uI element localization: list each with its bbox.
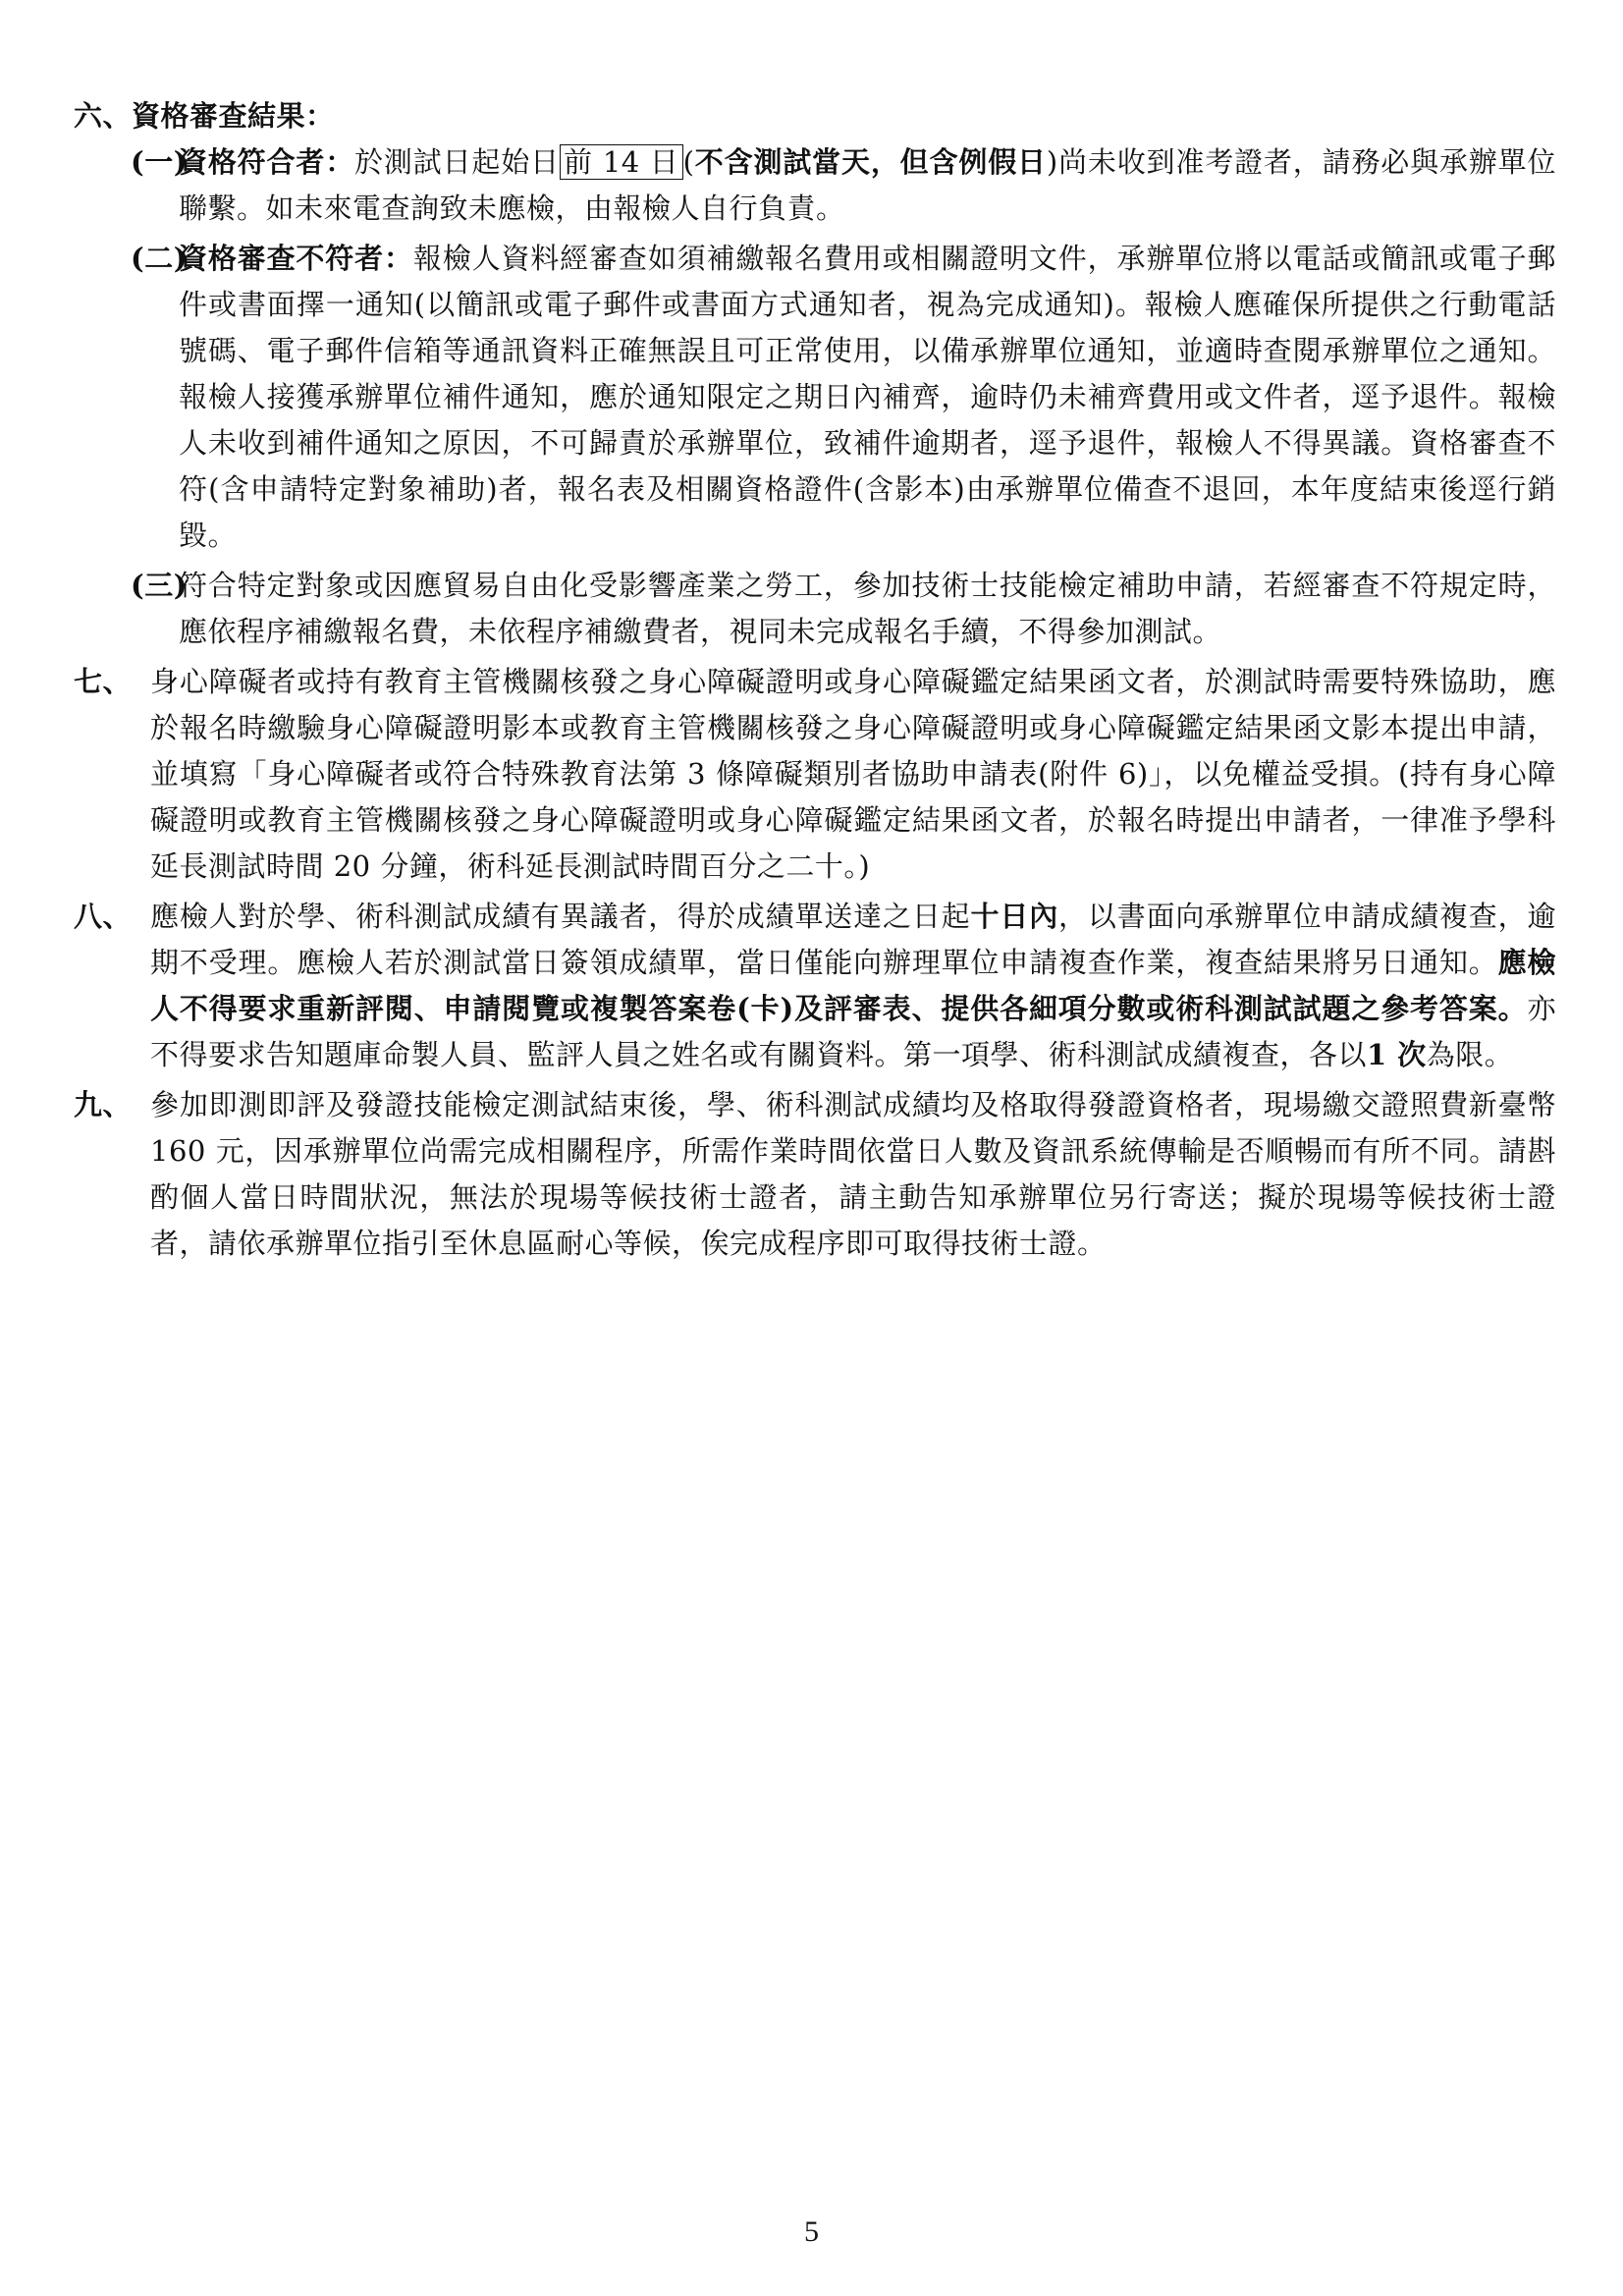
section-8-text-a: 應檢人對於學、術科測試成績有異議者，得於成績單送達之日起 (150, 900, 971, 933)
section-9-text: 參加即測即評及發證技能檢定測試結束後，學、術科測試成績均及格取得發證資格者，現場繳交證照費新臺幣 160 元，因承辦單位尚需完成相關程序，所需作業時間依當日人數及資訊系統傳輸是否順暢而有所不同。請斟酌個人當日時間狀況，無法於現場等候技術士證者，請主動告知承辦單位另行寄送；擬於現場等候技術士證者，請依承辦單位指引至休息區耐心等候，俟完成程序即可取得技術士證。 (150, 1088, 1556, 1260)
item-2-text: 報檢人資料經審查如須補繳報名費用或相關證明文件，承辦單位將以電話或簡訊或電子郵件或書面擇一通知(以簡訊或電子郵件或書面方式通知者，視為完成通知)。報檢人應確保所提供之行動電話號碼、電子郵件信箱等通訊資料正確無誤且可正常使用，以備承辦單位通知，並適時查閱承辦單位之通知。報檢人接獲承辦單位補件通知，應於通知限定之期日內補齊，逾時仍未補齊費用或文件者，逕予退件。報檢人未收到補件通知之原因，不可歸責於承辦單位，致補件逾期者，逕予退件，報檢人不得異議。資格審查不符(含申請特定對象補助)者，報名表及相關資格證件(含影本)由承辦單位備查不退回，本年度結束後逕行銷毀。 (179, 242, 1556, 552)
item-1-text-a: 於測試日起始日 (354, 145, 560, 179)
section-8-text-c: 亦不得要求告知題庫命製人員、監評人員之姓名或有關資料。第一項學、術科測試成績複查，各以 (150, 992, 1556, 1071)
section-7-text: 身心障礙者或持有教育主管機關核發之身心障礙證明或身心障礙鑑定結果函文者，於測試時需要特殊協助，應於報名時繳驗身心障礙證明影本或教育主管機關核發之身心障礙證明或身心障礙鑑定結果函文影本提出申請，並填寫「身心障礙者或符合特殊教育法第 3 條障礙類別者協助申請表(附件 6)」，以免權益受損。(持有身心障礙證明或教育主管機關核發之身心障礙證明或身心障礙鑑定結果函文者，於報名時提出申請者，一律准予學科延長測試時間 20 分鐘，術科延長測試時間百分之二十。) (150, 665, 1556, 883)
section-7 (74, 659, 1556, 890)
item-1-label: 資格符合者： (179, 145, 355, 179)
section-9 (74, 1082, 1556, 1267)
section-8-text-b: ，以書面向承辦單位申請成績複查，逾期不受理。應檢人若於測試當日簽領成績單，當日僅能向辦理單位申請複查作業，複查結果將另日通知。 (150, 900, 1556, 979)
item-1-text-b: )尚未收到准考證者，請務必與承辦單位聯繫。如未來電查詢致未應檢，由報檢人自行負責。 (179, 145, 1556, 225)
item-2-marker: (二) (131, 242, 188, 275)
item-1-bold-note: 不含測試當天，但含例假日 (694, 145, 1047, 179)
item-3-text: 符合特定對象或因應貿易自由化受影響產業之勞工，參加技術士技能檢定補助申請，若經審查不符規定時，應依程序補繳報名費，未依程序補繳費者，視同未完成報名手續，不得參加測試。 (179, 569, 1556, 648)
item-2-label: 資格審查不符者： (179, 242, 413, 275)
section-6-item-1 (74, 139, 1556, 232)
section-6-heading: 六、資格審查結果： (74, 99, 335, 133)
page-number: 5 (804, 2215, 819, 2248)
item-3-marker: (三) (131, 569, 188, 602)
section-8-bold-deadline: 十日內 (970, 900, 1059, 933)
section-6-item-3 (74, 563, 1556, 655)
item-1-paren-open: ( (682, 145, 695, 179)
document-body (74, 93, 1556, 1271)
section-8-bold-restriction: 應檢人不得要求重新評閱、申請閱覽或複製答案卷(卡)及評審表、提供各細項分數或術科測試試題之參考答案。 (150, 946, 1556, 1025)
section-7-marker: 七、 (74, 665, 133, 698)
section-9-marker: 九、 (74, 1088, 133, 1121)
section-8-bold-limit: 1 次 (1367, 1038, 1427, 1071)
section-8-marker: 八、 (74, 900, 133, 933)
item-1-boxed-deadline: 前 14 日 (560, 144, 683, 180)
item-1-marker: (一) (131, 145, 188, 179)
section-8-text-d: 為限。 (1426, 1038, 1514, 1071)
section-8 (74, 894, 1556, 1078)
section-6-item-2 (74, 236, 1556, 559)
